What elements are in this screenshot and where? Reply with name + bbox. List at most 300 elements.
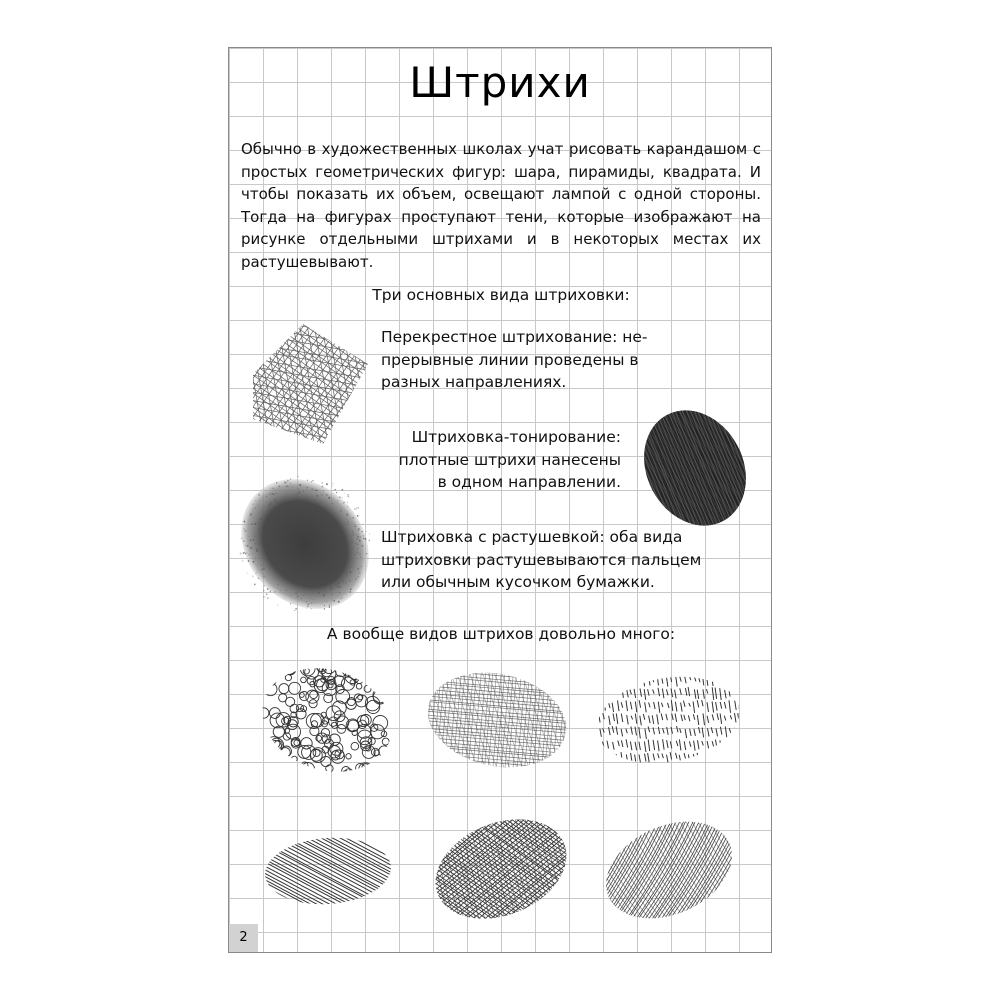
hatch-stroke	[720, 767, 722, 770]
hatch-stroke	[425, 664, 570, 670]
scribble-loop	[382, 676, 397, 691]
speckle-dot	[329, 606, 331, 608]
speckle-dot	[245, 530, 247, 532]
speckle-dot	[253, 533, 254, 534]
speckle-dot	[270, 590, 271, 591]
hatch-stroke	[716, 754, 718, 760]
speckle-dot	[250, 514, 252, 516]
scribble-loop	[279, 684, 289, 694]
scribble-loop	[285, 664, 296, 675]
hatch-stroke	[616, 726, 618, 734]
hatch-stroke	[688, 754, 690, 763]
hatch-stroke	[643, 677, 645, 687]
speckle-dot	[334, 489, 336, 491]
speckle-dot	[344, 501, 346, 503]
scribble-loop	[382, 755, 394, 767]
hatch-stroke	[263, 863, 393, 912]
hatch-stroke	[711, 766, 713, 770]
speckle-dot	[281, 501, 282, 502]
speckle-dot	[290, 595, 291, 596]
hatch-stroke	[604, 701, 606, 711]
speckle-dot	[248, 554, 250, 556]
speckle-dot	[290, 603, 291, 604]
speckle-dot	[253, 561, 255, 563]
speckle-dot	[269, 493, 271, 495]
tonal-hatching-line-2: плотные штрихи нанесены	[398, 450, 621, 469]
hatch-stroke	[609, 727, 611, 735]
hatch-stroke	[635, 701, 637, 712]
hatch-stroke	[702, 741, 704, 746]
hatch-stroke	[697, 690, 699, 699]
speckle-dot	[250, 547, 251, 548]
hatch-stroke	[703, 755, 705, 760]
hatch-stroke	[618, 675, 620, 681]
scribble-loop	[310, 691, 318, 699]
hatch-stroke	[425, 664, 570, 690]
scribble-loop	[260, 677, 267, 684]
speckle-dot	[244, 552, 245, 553]
speckle-dot	[258, 522, 260, 524]
hatch-stroke	[640, 716, 642, 726]
curved-stroke	[728, 812, 737, 928]
speckle-dot	[254, 584, 256, 586]
speckle-dot	[349, 571, 351, 573]
speckle-dot	[330, 588, 332, 590]
speckle-dot	[343, 579, 344, 580]
hatch-stroke	[598, 741, 600, 750]
hatch-stroke	[425, 664, 570, 673]
hatch-stroke	[634, 689, 636, 698]
intro-paragraph	[241, 138, 761, 273]
speckle-dot	[264, 585, 266, 587]
hatch-stroke	[649, 716, 651, 724]
speckle-dot	[354, 525, 356, 527]
scribble-loop	[294, 740, 300, 746]
hatch-stroke	[653, 740, 655, 750]
page-number: 2	[229, 924, 258, 952]
scribble-loop	[379, 663, 393, 677]
hatch-stroke	[622, 688, 624, 698]
speckle-dot	[321, 494, 322, 495]
hatch-stroke	[730, 715, 732, 719]
speckle-dot	[290, 483, 291, 484]
hatch-stroke	[707, 716, 709, 723]
hatch-stroke	[739, 728, 741, 733]
hatch-stroke	[702, 767, 704, 770]
curved-stroke	[601, 812, 617, 928]
hatch-stroke	[693, 754, 695, 760]
hatch-stroke	[609, 702, 611, 708]
hatch-stroke	[631, 716, 633, 720]
hatch-stroke	[634, 766, 636, 770]
speckle-dot	[336, 584, 337, 585]
hatch-stroke	[425, 664, 445, 776]
hatch-stroke	[631, 675, 633, 685]
speckle-dot	[345, 582, 346, 583]
speckle-dot	[356, 507, 357, 508]
speckle-dot	[261, 518, 262, 519]
hatch-stroke	[730, 767, 732, 770]
hatch-stroke	[645, 754, 647, 762]
hatch-stroke	[724, 767, 726, 770]
hatch-stroke	[716, 702, 718, 711]
hatch-stroke	[707, 766, 709, 770]
hatch-stroke	[653, 754, 655, 761]
hatch-stroke	[618, 765, 620, 770]
speckle-dot	[348, 496, 349, 497]
speckle-dot	[286, 485, 288, 487]
speckle-dot	[338, 601, 340, 603]
speckle-dot	[324, 608, 326, 610]
scribble-loop	[305, 665, 319, 679]
speckle-dot	[355, 543, 356, 544]
speckle-dot	[337, 594, 338, 595]
hatch-stroke	[693, 714, 695, 720]
speckle-dot	[306, 608, 307, 609]
hatch-stroke	[600, 729, 602, 737]
hatch-stroke	[689, 741, 691, 747]
speckle-dot	[360, 537, 361, 538]
hatch-stroke	[680, 688, 682, 695]
speckle-dot	[245, 553, 246, 554]
speckle-dot	[311, 481, 312, 482]
hatch-stroke	[694, 689, 696, 699]
speckle-dot	[332, 483, 333, 484]
hatch-stroke	[716, 728, 718, 736]
curved-stroke	[686, 812, 737, 928]
hatch-stroke	[662, 689, 664, 699]
speckle-dot	[325, 591, 327, 593]
hatch-stroke	[640, 689, 642, 697]
hatch-stroke	[233, 308, 383, 382]
speckle-dot	[338, 582, 340, 584]
hatch-stroke	[706, 689, 708, 693]
hatch-stroke	[621, 674, 623, 682]
speckle-dot	[356, 534, 357, 535]
hatch-stroke	[738, 676, 740, 686]
speckle-dot	[252, 576, 253, 577]
hatch-stroke	[671, 727, 673, 734]
hatch-stroke	[738, 689, 740, 695]
speckle-dot	[298, 492, 300, 494]
speckle-dot	[264, 517, 265, 518]
scribble-loop	[387, 681, 392, 686]
example-light-cross-hatch	[425, 664, 570, 776]
speckle-dot	[256, 550, 258, 552]
hatch-stroke	[675, 690, 677, 699]
speckle-dot	[240, 553, 242, 555]
scribble-loop	[342, 666, 349, 673]
speckle-dot	[247, 545, 249, 547]
speckle-dot	[301, 598, 302, 599]
speckle-dot	[253, 539, 255, 541]
hatch-stroke	[599, 714, 601, 723]
speckle-dot	[261, 565, 262, 566]
speckle-dot	[365, 538, 367, 540]
speckle-dot	[366, 531, 367, 532]
scribble-loop	[270, 765, 282, 777]
speckle-dot	[349, 591, 351, 593]
hatch-stroke	[603, 728, 605, 732]
speckle-dot	[255, 557, 256, 558]
speckle-dot	[294, 494, 295, 495]
hatch-stroke	[626, 675, 628, 680]
hatch-stroke	[724, 716, 726, 721]
hatch-stroke	[626, 739, 628, 747]
hatch-stroke	[693, 701, 695, 713]
speckle-dot	[298, 476, 299, 477]
hatch-stroke	[653, 689, 655, 693]
speckle-dot	[347, 523, 348, 524]
hatch-stroke	[652, 676, 654, 682]
hatch-stroke	[630, 742, 632, 751]
speckle-dot	[311, 488, 313, 490]
hatch-stroke	[603, 687, 605, 697]
scribble-loop	[295, 767, 307, 779]
hatch-stroke	[712, 755, 714, 764]
speckle-dot	[354, 535, 355, 536]
speckle-dot	[357, 538, 359, 540]
speckle-dot	[299, 484, 301, 486]
hatch-stroke	[613, 742, 615, 750]
hatch-stroke	[708, 728, 710, 736]
speckle-dot	[313, 490, 314, 491]
hatch-stroke	[681, 715, 683, 722]
hatch-stroke	[712, 687, 714, 700]
example-diagonal-hatch	[263, 830, 393, 912]
speckle-dot	[363, 538, 365, 540]
hatch-stroke	[644, 767, 646, 771]
cross-hatching-description	[381, 326, 681, 394]
hatch-stroke	[599, 754, 601, 764]
hatch-stroke	[694, 729, 696, 736]
hatch-stroke	[666, 714, 668, 720]
hatch-stroke	[661, 676, 663, 684]
speckle-dot	[317, 495, 319, 497]
hatch-stroke	[429, 664, 461, 776]
example-dense-cross-hatch	[431, 810, 571, 928]
hatch-stroke	[626, 701, 628, 712]
hatch-stroke	[729, 688, 731, 697]
hatch-stroke	[639, 727, 641, 738]
hatch-stroke	[735, 713, 737, 722]
scribble-loop	[356, 684, 362, 690]
speckle-dot	[337, 500, 338, 501]
hatch-stroke	[724, 741, 726, 748]
speckle-dot	[332, 485, 333, 486]
speckle-dot	[245, 545, 246, 546]
scribble-loop	[276, 661, 287, 672]
speckle-dot	[321, 486, 323, 488]
speckle-dot	[291, 594, 292, 595]
speckle-dot	[259, 530, 260, 531]
hatch-stroke	[694, 741, 696, 751]
speckle-dot	[368, 540, 369, 541]
scribble-loop	[313, 750, 320, 757]
hatch-stroke	[661, 714, 663, 721]
speckle-dot	[326, 494, 328, 496]
speckle-dot	[361, 531, 362, 532]
hatch-stroke	[699, 727, 701, 733]
hatch-stroke	[425, 759, 570, 776]
speckle-dot	[287, 480, 289, 482]
hatch-stroke	[684, 741, 686, 750]
hatch-stroke	[707, 702, 709, 712]
speckle-dot	[352, 534, 354, 536]
hatch-stroke	[666, 675, 668, 686]
curved-stroke	[601, 812, 621, 928]
speckle-dot	[266, 496, 267, 497]
hatch-stroke	[645, 702, 647, 712]
example-circle-scribble	[257, 660, 397, 780]
speckle-dot	[361, 566, 362, 567]
speckle-dot	[342, 597, 343, 598]
speckle-dot	[255, 507, 257, 509]
scribble-loop	[301, 738, 312, 749]
scribble-loop	[265, 676, 274, 685]
hatch-stroke	[621, 729, 623, 737]
curved-stroke	[601, 812, 635, 928]
speckle-dot	[366, 553, 367, 554]
hatch-stroke	[600, 701, 602, 711]
curved-stroke	[736, 812, 737, 928]
hatch-stroke	[630, 690, 632, 695]
speckle-dot	[336, 492, 337, 493]
hatch-stroke	[648, 727, 650, 733]
hatch-stroke	[663, 728, 665, 733]
hatch-stroke	[621, 766, 623, 770]
speckle-dot	[359, 572, 361, 574]
speckle-dot	[357, 536, 359, 538]
speckle-dot	[276, 482, 277, 483]
speckle-dot	[341, 508, 342, 509]
blended-hatching-description	[381, 526, 711, 594]
speckle-dot	[263, 515, 264, 516]
speckle-dot	[258, 494, 260, 496]
speckle-dot	[270, 502, 271, 503]
hatch-stroke	[564, 664, 570, 776]
speckle-dot	[248, 560, 250, 562]
scribble-loop	[261, 763, 274, 776]
speckle-dot	[352, 562, 353, 563]
hatch-stroke	[677, 726, 679, 732]
speckle-dot	[357, 552, 359, 554]
hatch-stroke	[735, 727, 737, 737]
cross-hatching-line-2: прерывные линии проведены в	[381, 350, 639, 369]
hatch-stroke	[698, 740, 700, 749]
speckle-dot	[352, 531, 353, 532]
hatch-stroke	[685, 729, 687, 738]
speckle-dot	[341, 580, 342, 581]
hatch-stroke	[609, 755, 611, 761]
speckle-dot	[350, 588, 352, 590]
hatch-stroke	[425, 775, 570, 776]
curved-stroke	[734, 812, 737, 928]
hatch-stroke	[685, 765, 687, 770]
hatch-stroke	[649, 674, 651, 685]
hatch-stroke	[667, 727, 669, 735]
speckle-dot	[339, 496, 341, 498]
hatch-stroke	[702, 728, 704, 738]
hatch-stroke	[657, 714, 659, 724]
hatch-stroke	[667, 766, 669, 770]
hatch-stroke	[680, 728, 682, 733]
hatch-stroke	[263, 848, 393, 912]
scribble-loop	[326, 706, 341, 721]
hatch-stroke	[604, 674, 606, 682]
hatch-stroke	[645, 729, 647, 739]
hatch-stroke	[630, 702, 632, 710]
speckle-dot	[258, 549, 259, 550]
speckle-dot	[342, 489, 344, 491]
hatch-stroke	[607, 741, 609, 749]
hatch-stroke	[712, 677, 714, 687]
speckle-dot	[242, 560, 244, 562]
hatch-stroke	[627, 715, 629, 724]
speckle-dot	[323, 490, 324, 491]
scribble-loop	[282, 661, 296, 675]
hatch-stroke	[658, 688, 660, 696]
speckle-dot	[307, 606, 308, 607]
speckle-dot	[329, 604, 330, 605]
speckle-dot	[277, 584, 278, 585]
hatch-stroke	[639, 742, 641, 750]
hatch-stroke	[613, 714, 615, 722]
hatch-stroke	[735, 701, 737, 710]
hatch-stroke	[739, 752, 741, 759]
speckle-dot	[362, 524, 363, 525]
hatch-stroke	[616, 713, 618, 724]
hatch-stroke	[720, 727, 722, 735]
blended-hatching-line-3: или обычным кусочком бумажки.	[381, 573, 655, 591]
hatch-stroke	[671, 689, 673, 698]
speckle-dot	[329, 603, 330, 604]
scribble-loop	[274, 760, 283, 769]
speckle-dot	[357, 507, 358, 508]
speckle-dot	[348, 564, 349, 565]
blended-hatching-line-2: штриховки растушевываются пальцем	[381, 550, 702, 569]
speckle-dot	[359, 553, 361, 555]
scribble-loop	[348, 720, 359, 731]
scribble-loop	[348, 665, 363, 680]
hatch-stroke	[233, 304, 242, 454]
intro-text: Обычно в художественных школах учат рисовать карандашом с простых геометрических фигур: шара, пирамиды, квадрата. И чтобы показать их объем, освещают лампой с одной стороны. Тогда на фигурах проступают тени, которые изображают на рисунке отдельными штрихами и в некоторых местах их растушевывают.	[241, 140, 761, 271]
hatch-stroke	[603, 713, 605, 719]
speckle-dot	[332, 503, 333, 504]
speckle-dot	[355, 578, 357, 580]
hatch-stroke	[425, 664, 516, 776]
hatch-stroke	[712, 702, 714, 713]
book-page	[228, 47, 772, 953]
hatch-stroke	[681, 703, 683, 712]
hatch-stroke	[721, 752, 723, 761]
hatch-stroke	[735, 677, 737, 681]
scribble-loop	[298, 745, 311, 758]
speckle-dot	[315, 490, 316, 491]
speckle-dot	[360, 536, 361, 537]
hatch-stroke	[738, 713, 740, 725]
scribble-loop	[291, 756, 297, 762]
hatch-stroke	[643, 714, 645, 720]
speckle-dot	[266, 593, 268, 595]
speckle-dot	[322, 482, 323, 483]
hatch-stroke	[720, 740, 722, 751]
speckle-dot	[297, 596, 299, 598]
hatch-stroke	[648, 689, 650, 696]
speckle-dot	[295, 608, 297, 610]
scribble-loop	[286, 697, 295, 706]
scribble-loop	[376, 667, 386, 677]
